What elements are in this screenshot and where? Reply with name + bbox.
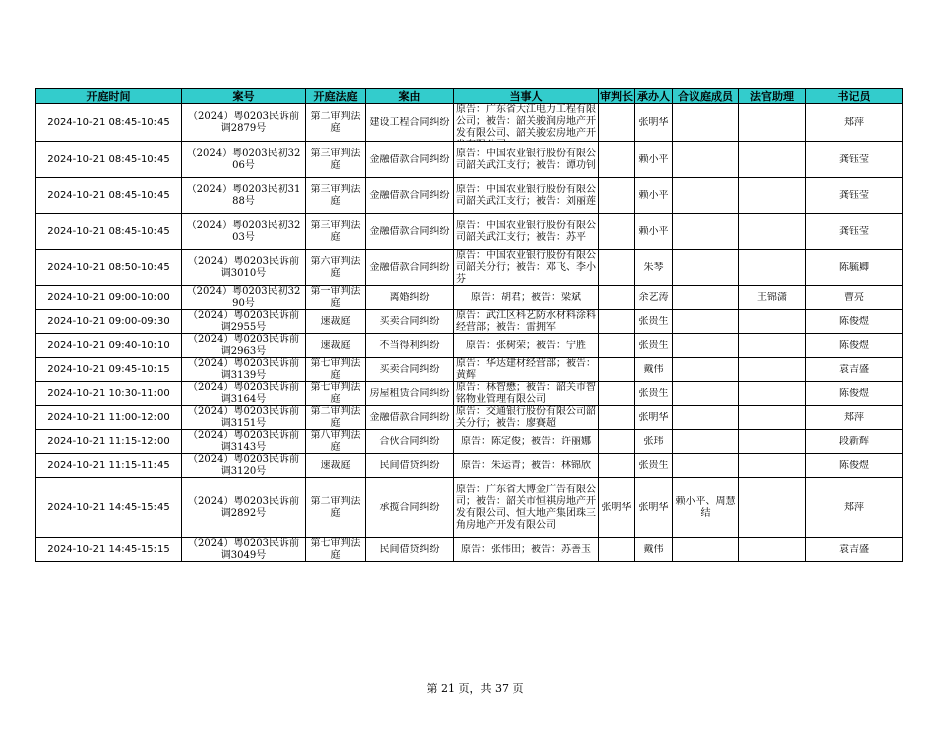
presiding-cell <box>599 142 635 178</box>
collegiate-cell <box>673 358 739 382</box>
parties-text: 原告：张树荣；被告：宁胜 <box>466 339 586 351</box>
clerk-cell <box>806 334 903 358</box>
parties-cell <box>454 334 599 358</box>
undertaker-cell <box>635 310 673 334</box>
clerk-text: 陈俊煜 <box>839 315 869 327</box>
cause-text: 合伙合同纠纷 <box>379 435 440 447</box>
clerk-cell <box>806 478 903 538</box>
schedule-sheet <box>35 88 903 562</box>
collegiate-cell <box>673 178 739 214</box>
clerk-text: 龚钰莹 <box>839 225 869 237</box>
cause-cell <box>366 478 454 538</box>
cause-text: 民间借贷纠纷 <box>379 459 440 471</box>
cause-cell <box>366 178 454 214</box>
time-cell <box>36 430 182 454</box>
cause-cell <box>366 406 454 430</box>
court-text: 第七审判法庭 <box>310 538 361 561</box>
time-text: 2024-10-21 08:45-10:45 <box>47 225 170 237</box>
table-row <box>36 142 903 178</box>
assistant-cell <box>739 358 806 382</box>
undertaker-text: 张贵生 <box>638 315 669 327</box>
cause-cell <box>366 214 454 250</box>
court-text: 第八审判法庭 <box>310 430 361 453</box>
case-no-text: （2024）粤0203民诉前调3120号 <box>188 454 299 477</box>
clerk-cell <box>806 310 903 334</box>
collegiate-cell <box>673 104 739 142</box>
undertaker-text: 赖小平 <box>638 153 669 165</box>
parties-cell <box>454 286 599 310</box>
cause-text: 买卖合同纠纷 <box>379 363 440 375</box>
case-no-cell <box>182 286 306 310</box>
undertaker-text: 张明华 <box>638 116 669 128</box>
cause-text: 金融借款合同纠纷 <box>369 225 450 237</box>
undertaker-text: 赖小平 <box>638 225 669 237</box>
cause-text: 不当得利纠纷 <box>379 339 440 351</box>
column-header-collegiate: 合议庭成员 <box>673 89 739 104</box>
parties-text: 原告：中国农业银行股份有限公司韶关武江支行；被告：刘丽莲 <box>456 183 596 207</box>
time-cell <box>36 538 182 562</box>
court-cell <box>306 286 366 310</box>
time-cell <box>36 104 182 142</box>
case-no-text: （2024）粤0203民诉前调3151号 <box>188 406 299 429</box>
table-row <box>36 286 903 310</box>
cause-cell <box>366 382 454 406</box>
case-no-text: （2024）粤0203民诉前调2963号 <box>188 334 299 357</box>
cause-cell <box>366 358 454 382</box>
case-no-text: （2024）粤0203民初3206号 <box>186 147 301 171</box>
undertaker-text: 张贵生 <box>638 387 669 399</box>
column-header-cause: 案由 <box>366 89 454 104</box>
assistant-cell <box>739 454 806 478</box>
cause-text: 金融借款合同纠纷 <box>369 261 450 273</box>
column-header-judge-assistant: 法官助理 <box>739 89 806 104</box>
assistant-cell <box>739 478 806 538</box>
clerk-text: 袁吉盛 <box>839 543 869 555</box>
clerk-cell <box>806 382 903 406</box>
court-cell <box>306 430 366 454</box>
undertaker-text: 余艺涛 <box>638 291 669 303</box>
assistant-cell <box>739 286 806 310</box>
cause-text: 金融借款合同纠纷 <box>369 411 450 423</box>
clerk-cell <box>806 286 903 310</box>
case-no-cell <box>182 430 306 454</box>
cause-text: 金融借款合同纠纷 <box>369 153 450 165</box>
parties-cell <box>454 406 599 430</box>
clerk-text: 陈俊煜 <box>839 459 869 471</box>
case-no-cell <box>182 382 306 406</box>
collegiate-cell <box>673 478 739 538</box>
table-row <box>36 214 903 250</box>
cause-cell <box>366 454 454 478</box>
collegiate-cell <box>673 454 739 478</box>
time-text: 2024-10-21 08:45-10:45 <box>47 116 170 128</box>
parties-cell <box>454 430 599 454</box>
undertaker-cell <box>635 382 673 406</box>
case-no-cell <box>182 142 306 178</box>
time-cell <box>36 178 182 214</box>
parties-text: 原告：林智懋；被告：韶关市智铭物业管理有限公司 <box>456 382 596 405</box>
clerk-text: 郑萍 <box>844 116 864 128</box>
parties-cell <box>454 310 599 334</box>
column-header-case-no: 案号 <box>182 89 306 104</box>
court-text: 第二审判法庭 <box>310 495 361 519</box>
presiding-cell <box>599 250 635 286</box>
collegiate-cell <box>673 334 739 358</box>
court-text: 第七审判法庭 <box>310 358 361 381</box>
parties-cell <box>454 142 599 178</box>
case-no-cell <box>182 104 306 142</box>
collegiate-cell <box>673 142 739 178</box>
cause-text: 民间借贷纠纷 <box>379 543 440 555</box>
cause-text: 建设工程合同纠纷 <box>369 116 450 128</box>
column-header-parties: 当事人 <box>454 89 599 104</box>
case-no-cell <box>182 454 306 478</box>
parties-cell <box>454 538 599 562</box>
undertaker-text: 张贵生 <box>638 459 669 471</box>
case-no-text: （2024）粤0203民诉前调3139号 <box>188 358 299 381</box>
court-cell <box>306 310 366 334</box>
presiding-cell <box>599 214 635 250</box>
column-header-undertaker: 承办人 <box>635 89 673 104</box>
assistant-cell <box>739 142 806 178</box>
case-no-cell <box>182 358 306 382</box>
case-no-cell <box>182 406 306 430</box>
case-no-text: （2024）粤0203民诉前调3164号 <box>188 382 299 405</box>
clerk-cell <box>806 406 903 430</box>
case-no-text: （2024）粤0203民诉前调3143号 <box>188 430 299 453</box>
clerk-text: 袁吉盛 <box>839 363 869 375</box>
cause-cell <box>366 104 454 142</box>
court-text: 第一审判法庭 <box>310 286 361 309</box>
court-text: 速裁庭 <box>320 315 351 327</box>
undertaker-cell <box>635 478 673 538</box>
undertaker-text: 戴伟 <box>643 543 664 555</box>
assistant-cell <box>739 214 806 250</box>
court-cell <box>306 382 366 406</box>
clerk-cell <box>806 214 903 250</box>
parties-text: 原告：武江区科艺防水材料涂料经营部；被告：雷拥军 <box>456 310 596 333</box>
court-text: 第二审判法庭 <box>310 110 361 134</box>
presiding-cell <box>599 406 635 430</box>
court-cell <box>306 538 366 562</box>
parties-text: 原告：中国农业银行股份有限公司韶关武江支行；被告：谭功钊 <box>456 147 596 171</box>
undertaker-cell <box>635 358 673 382</box>
clerk-cell <box>806 538 903 562</box>
clerk-text: 陈俊煜 <box>839 387 869 399</box>
undertaker-cell <box>635 334 673 358</box>
cause-cell <box>366 430 454 454</box>
time-text: 2024-10-21 08:45-10:45 <box>47 189 170 201</box>
undertaker-cell <box>635 250 673 286</box>
presiding-text: 张明华 <box>601 501 632 513</box>
assistant-text: 王锦潇 <box>757 291 787 303</box>
cause-text: 房屋租赁合同纠纷 <box>369 387 450 399</box>
undertaker-cell <box>635 178 673 214</box>
court-text: 第三审判法庭 <box>310 219 361 243</box>
presiding-cell <box>599 454 635 478</box>
court-text: 速裁庭 <box>320 339 351 351</box>
case-no-text: （2024）粤0203民诉前调3010号 <box>188 255 299 279</box>
time-text: 2024-10-21 14:45-15:45 <box>47 501 170 513</box>
clerk-text: 郑萍 <box>844 411 864 423</box>
undertaker-cell <box>635 286 673 310</box>
assistant-cell <box>739 334 806 358</box>
parties-cell <box>454 358 599 382</box>
cause-cell <box>366 310 454 334</box>
court-cell <box>306 334 366 358</box>
undertaker-text: 张玮 <box>643 435 664 447</box>
table-row <box>36 104 903 142</box>
cause-text: 离婚纠纷 <box>389 291 430 303</box>
collegiate-cell <box>673 538 739 562</box>
undertaker-text: 张贵生 <box>638 339 669 351</box>
time-cell <box>36 454 182 478</box>
undertaker-text: 赖小平 <box>638 189 669 201</box>
time-cell <box>36 310 182 334</box>
parties-text: 原告：中国农业银行股份有限公司韶关分行；被告：邓飞、李小芬 <box>456 250 596 285</box>
court-text: 速裁庭 <box>320 459 351 471</box>
table-body <box>36 104 903 562</box>
parties-cell <box>454 478 599 538</box>
time-text: 2024-10-21 08:45-10:45 <box>47 153 170 165</box>
court-cell <box>306 478 366 538</box>
table-row <box>36 382 903 406</box>
collegiate-cell <box>673 382 739 406</box>
cause-text: 承揽合同纠纷 <box>379 501 440 513</box>
undertaker-cell <box>635 142 673 178</box>
parties-cell <box>454 104 599 142</box>
assistant-cell <box>739 406 806 430</box>
court-cell <box>306 406 366 430</box>
clerk-cell <box>806 454 903 478</box>
parties-text: 原告：中国农业银行股份有限公司韶关武江支行；被告：苏平 <box>456 219 596 243</box>
cause-cell <box>366 142 454 178</box>
court-text: 第七审判法庭 <box>310 382 361 405</box>
table-row <box>36 406 903 430</box>
parties-text: 原告：广东省大江电力工程有限公司；被告：韶关骏润房地产开发有限公司、韶关骏宏房地产开 <box>456 104 596 139</box>
table-row <box>36 310 903 334</box>
court-text: 第三审判法庭 <box>310 147 361 171</box>
clerk-text: 曹亮 <box>844 291 864 303</box>
case-no-cell <box>182 538 306 562</box>
time-cell <box>36 382 182 406</box>
clerk-cell <box>806 430 903 454</box>
undertaker-cell <box>635 430 673 454</box>
table-row <box>36 430 903 454</box>
assistant-cell <box>739 250 806 286</box>
collegiate-cell <box>673 214 739 250</box>
cause-text: 金融借款合同纠纷 <box>369 189 450 201</box>
header-row <box>36 89 903 104</box>
cause-cell <box>366 334 454 358</box>
column-header-presiding-judge: 审判长 <box>600 89 633 103</box>
case-no-cell <box>182 478 306 538</box>
clerk-cell <box>806 178 903 214</box>
page-number: 第 21 页，共 37 页 <box>426 682 524 695</box>
court-cell <box>306 214 366 250</box>
clerk-cell <box>806 250 903 286</box>
court-cell <box>306 104 366 142</box>
undertaker-cell <box>635 406 673 430</box>
time-text: 2024-10-21 11:15-12:00 <box>47 435 170 447</box>
cause-cell <box>366 538 454 562</box>
court-cell <box>306 454 366 478</box>
collegiate-cell <box>673 250 739 286</box>
clerk-cell <box>806 104 903 142</box>
court-cell <box>306 142 366 178</box>
collegiate-cell <box>673 430 739 454</box>
case-no-text: （2024）粤0203民诉前调3049号 <box>188 538 299 561</box>
case-no-cell <box>182 178 306 214</box>
case-no-text: （2024）粤0203民诉前调2955号 <box>188 310 299 333</box>
page-footer <box>0 680 950 696</box>
clerk-text: 段新辉 <box>839 435 869 447</box>
parties-text: 原告：朱运青；被告：林锦欣 <box>461 459 591 471</box>
cause-cell <box>366 250 454 286</box>
undertaker-cell <box>635 538 673 562</box>
table-row <box>36 358 903 382</box>
case-no-text: （2024）粤0203民诉前调2879号 <box>188 110 299 134</box>
case-no-cell <box>182 334 306 358</box>
parties-cell <box>454 250 599 286</box>
clerk-text: 龚钰莹 <box>839 189 869 201</box>
time-text: 2024-10-21 11:00-12:00 <box>47 411 170 423</box>
assistant-cell <box>739 538 806 562</box>
table-row <box>36 250 903 286</box>
presiding-cell <box>599 334 635 358</box>
case-no-text: （2024）粤0203民初3188号 <box>186 183 301 207</box>
column-header-clerk: 书记员 <box>806 89 903 104</box>
column-header-time: 开庭时间 <box>36 89 182 104</box>
parties-cell <box>454 454 599 478</box>
presiding-cell <box>599 538 635 562</box>
time-cell <box>36 334 182 358</box>
table-row <box>36 334 903 358</box>
undertaker-cell <box>635 214 673 250</box>
time-text: 2024-10-21 08:50-10:45 <box>47 261 170 273</box>
time-text: 2024-10-21 11:15-11:45 <box>47 459 170 471</box>
undertaker-cell <box>635 454 673 478</box>
table-row <box>36 538 903 562</box>
time-text: 2024-10-21 09:45-10:15 <box>47 363 170 375</box>
time-cell <box>36 358 182 382</box>
assistant-cell <box>739 430 806 454</box>
parties-text: 原告：胡君；被告：梁斌 <box>471 291 581 303</box>
presiding-cell <box>599 178 635 214</box>
parties-text: 原告：广东省大博金广告有限公司；被告：韶关市恒祺房地产开发有限公司、恒大地产集团珠三角房地产开发有限公司 <box>456 483 596 531</box>
cause-text: 买卖合同纠纷 <box>379 315 440 327</box>
case-no-cell <box>182 214 306 250</box>
case-no-text: （2024）粤0203民诉前调2892号 <box>188 495 299 519</box>
court-schedule-table <box>35 88 903 562</box>
time-cell <box>36 478 182 538</box>
presiding-cell <box>599 104 635 142</box>
case-no-text: （2024）粤0203民初3290号 <box>186 286 301 309</box>
cause-cell <box>366 286 454 310</box>
undertaker-text: 朱琴 <box>643 261 664 273</box>
parties-cell <box>454 178 599 214</box>
court-cell <box>306 250 366 286</box>
parties-cell <box>454 214 599 250</box>
clerk-cell <box>806 142 903 178</box>
court-text: 第三审判法庭 <box>310 183 361 207</box>
undertaker-cell <box>635 104 673 142</box>
presiding-cell <box>599 478 635 538</box>
court-text: 第六审判法庭 <box>310 255 361 279</box>
time-cell <box>36 214 182 250</box>
presiding-cell <box>599 382 635 406</box>
time-text: 2024-10-21 10:30-11:00 <box>47 387 170 399</box>
court-cell <box>306 358 366 382</box>
column-header-court: 开庭法庭 <box>306 89 366 104</box>
assistant-cell <box>739 178 806 214</box>
time-text: 2024-10-21 09:00-09:30 <box>47 315 170 327</box>
time-cell <box>36 250 182 286</box>
assistant-cell <box>739 310 806 334</box>
collegiate-cell <box>673 310 739 334</box>
collegiate-cell <box>673 406 739 430</box>
assistant-cell <box>739 104 806 142</box>
collegiate-text: 赖小平、周慧结 <box>675 495 736 519</box>
time-cell <box>36 406 182 430</box>
presiding-cell <box>599 310 635 334</box>
undertaker-text: 戴伟 <box>643 363 664 375</box>
assistant-cell <box>739 382 806 406</box>
time-cell <box>36 142 182 178</box>
case-no-cell <box>182 250 306 286</box>
time-cell <box>36 286 182 310</box>
parties-text: 原告：交通银行股份有限公司韶关分行；被告：廖賽超 <box>456 406 596 429</box>
table-row <box>36 454 903 478</box>
clerk-text: 陈俊煜 <box>839 339 869 351</box>
case-no-text: （2024）粤0203民初3203号 <box>186 219 301 243</box>
time-text: 2024-10-21 14:45-15:15 <box>47 543 170 555</box>
presiding-cell <box>599 430 635 454</box>
presiding-cell <box>599 358 635 382</box>
undertaker-text: 张明华 <box>638 501 669 513</box>
table-row <box>36 178 903 214</box>
collegiate-cell <box>673 286 739 310</box>
clerk-text: 郑萍 <box>844 501 864 513</box>
presiding-cell <box>599 286 635 310</box>
clerk-text: 龚钰莹 <box>839 153 869 165</box>
table-row <box>36 478 903 538</box>
time-text: 2024-10-21 09:40-10:10 <box>47 339 170 351</box>
time-text: 2024-10-21 09:00-10:00 <box>47 291 170 303</box>
parties-text: 原告：华达建材经营部；被告：黄辉 <box>456 358 596 381</box>
parties-text: 原告：张伟田；被告：苏善玉 <box>461 543 591 555</box>
clerk-text: 陈毓卿 <box>839 261 869 273</box>
parties-text: 原告：陈定俊；被告：许丽娜 <box>461 435 591 447</box>
court-text: 第二审判法庭 <box>310 406 361 429</box>
case-no-cell <box>182 310 306 334</box>
parties-cell <box>454 382 599 406</box>
undertaker-text: 张明华 <box>638 411 669 423</box>
clerk-cell <box>806 358 903 382</box>
court-cell <box>306 178 366 214</box>
